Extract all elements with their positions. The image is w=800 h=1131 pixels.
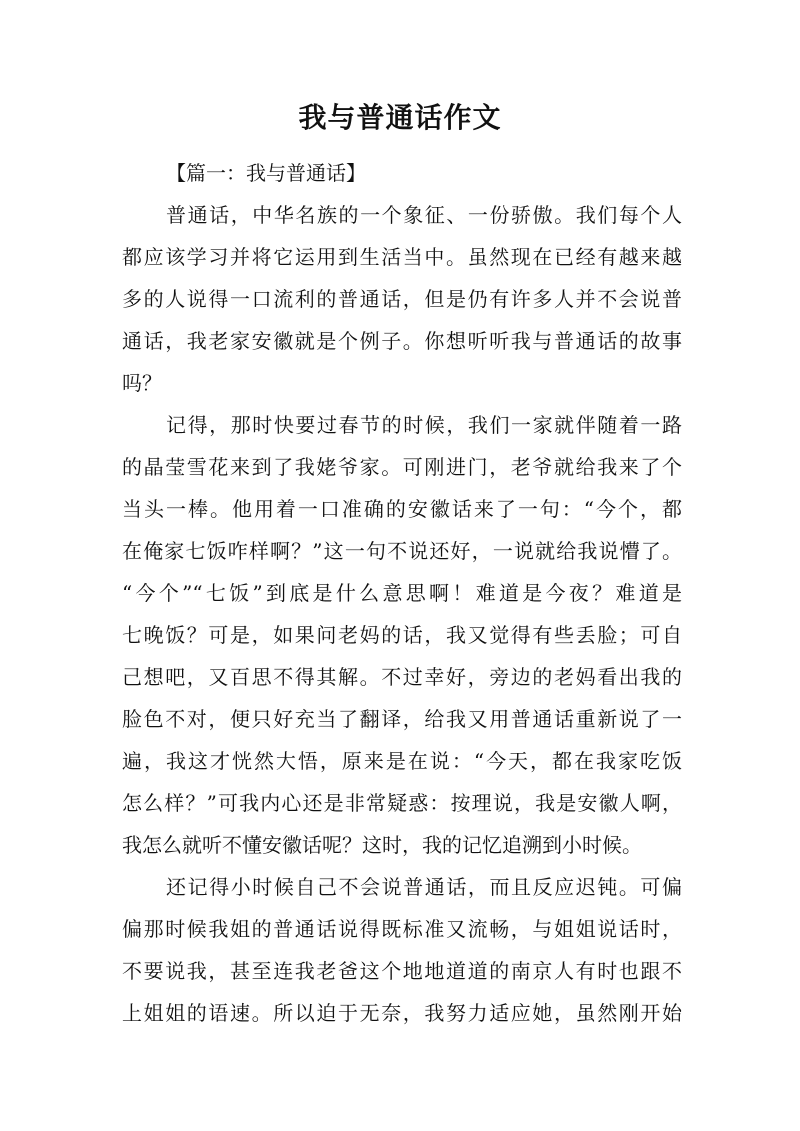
text-line: “今个”“七饭”到底是什么意思啊！难道是今夜？难道是 bbox=[122, 581, 682, 605]
text-line: 遍，我这才恍然大悟，原来是在说：“今天，都在我家吃饭 bbox=[122, 749, 682, 773]
text-line: 七晚饭？可是，如果问老妈的话，我又觉得有些丢脸；可自 bbox=[122, 623, 682, 647]
text-line: 都应该学习并将它运用到生活当中。虽然现在已经有越来越 bbox=[122, 245, 682, 269]
text-line: 在俺家七饭咋样啊？”这一句不说还好，一说就给我说懵了。 bbox=[122, 539, 682, 563]
text-line: 己想吧，又百思不得其解。不过幸好，旁边的老妈看出我的 bbox=[122, 665, 682, 689]
text-line: 当头一棒。他用着一口准确的安徽话来了一句：“今个，都 bbox=[122, 497, 682, 521]
text-line: 我怎么就听不懂安徽话呢？这时，我的记忆追溯到小时候。 bbox=[122, 833, 642, 857]
text-line: 普通话，中华名族的一个象征、一份骄傲。我们每个人 bbox=[166, 203, 682, 227]
text-line: 还记得小时候自己不会说普通话，而且反应迟钝。可偏 bbox=[166, 875, 682, 899]
text-line: 的晶莹雪花来到了我姥爷家。可刚进门，老爷就给我来了个 bbox=[122, 455, 682, 479]
text-line: 脸色不对，便只好充当了翻译，给我又用普通话重新说了一 bbox=[122, 707, 682, 731]
section-heading: 【篇一：我与普通话】 bbox=[166, 161, 366, 185]
text-line: 偏那时候我姐的普通话说得既标准又流畅，与姐姐说话时， bbox=[122, 917, 682, 941]
text-line: 不要说我，甚至连我老爸这个地地道道的南京人有时也跟不 bbox=[122, 959, 682, 983]
text-line: 多的人说得一口流利的普通话，但是仍有许多人并不会说普 bbox=[122, 287, 682, 311]
document-title: 我与普通话作文 bbox=[298, 101, 502, 134]
paragraph-2 bbox=[122, 404, 682, 866]
paragraph-1 bbox=[122, 194, 682, 404]
text-line: 记得，那时快要过春节的时候，我们一家就伴随着一路 bbox=[166, 413, 682, 437]
document-body bbox=[122, 152, 682, 1034]
text-line: 上姐姐的语速。所以迫于无奈，我努力适应她，虽然刚开始 bbox=[122, 1001, 682, 1025]
text-line: 吗？ bbox=[122, 371, 162, 395]
text-line: 通话，我老家安徽就是个例子。你想听听我与普通话的故事 bbox=[122, 329, 682, 353]
paragraph-3 bbox=[122, 866, 682, 1034]
text-line: 怎么样？”可我内心还是非常疑惑：按理说，我是安徽人啊， bbox=[122, 791, 682, 815]
